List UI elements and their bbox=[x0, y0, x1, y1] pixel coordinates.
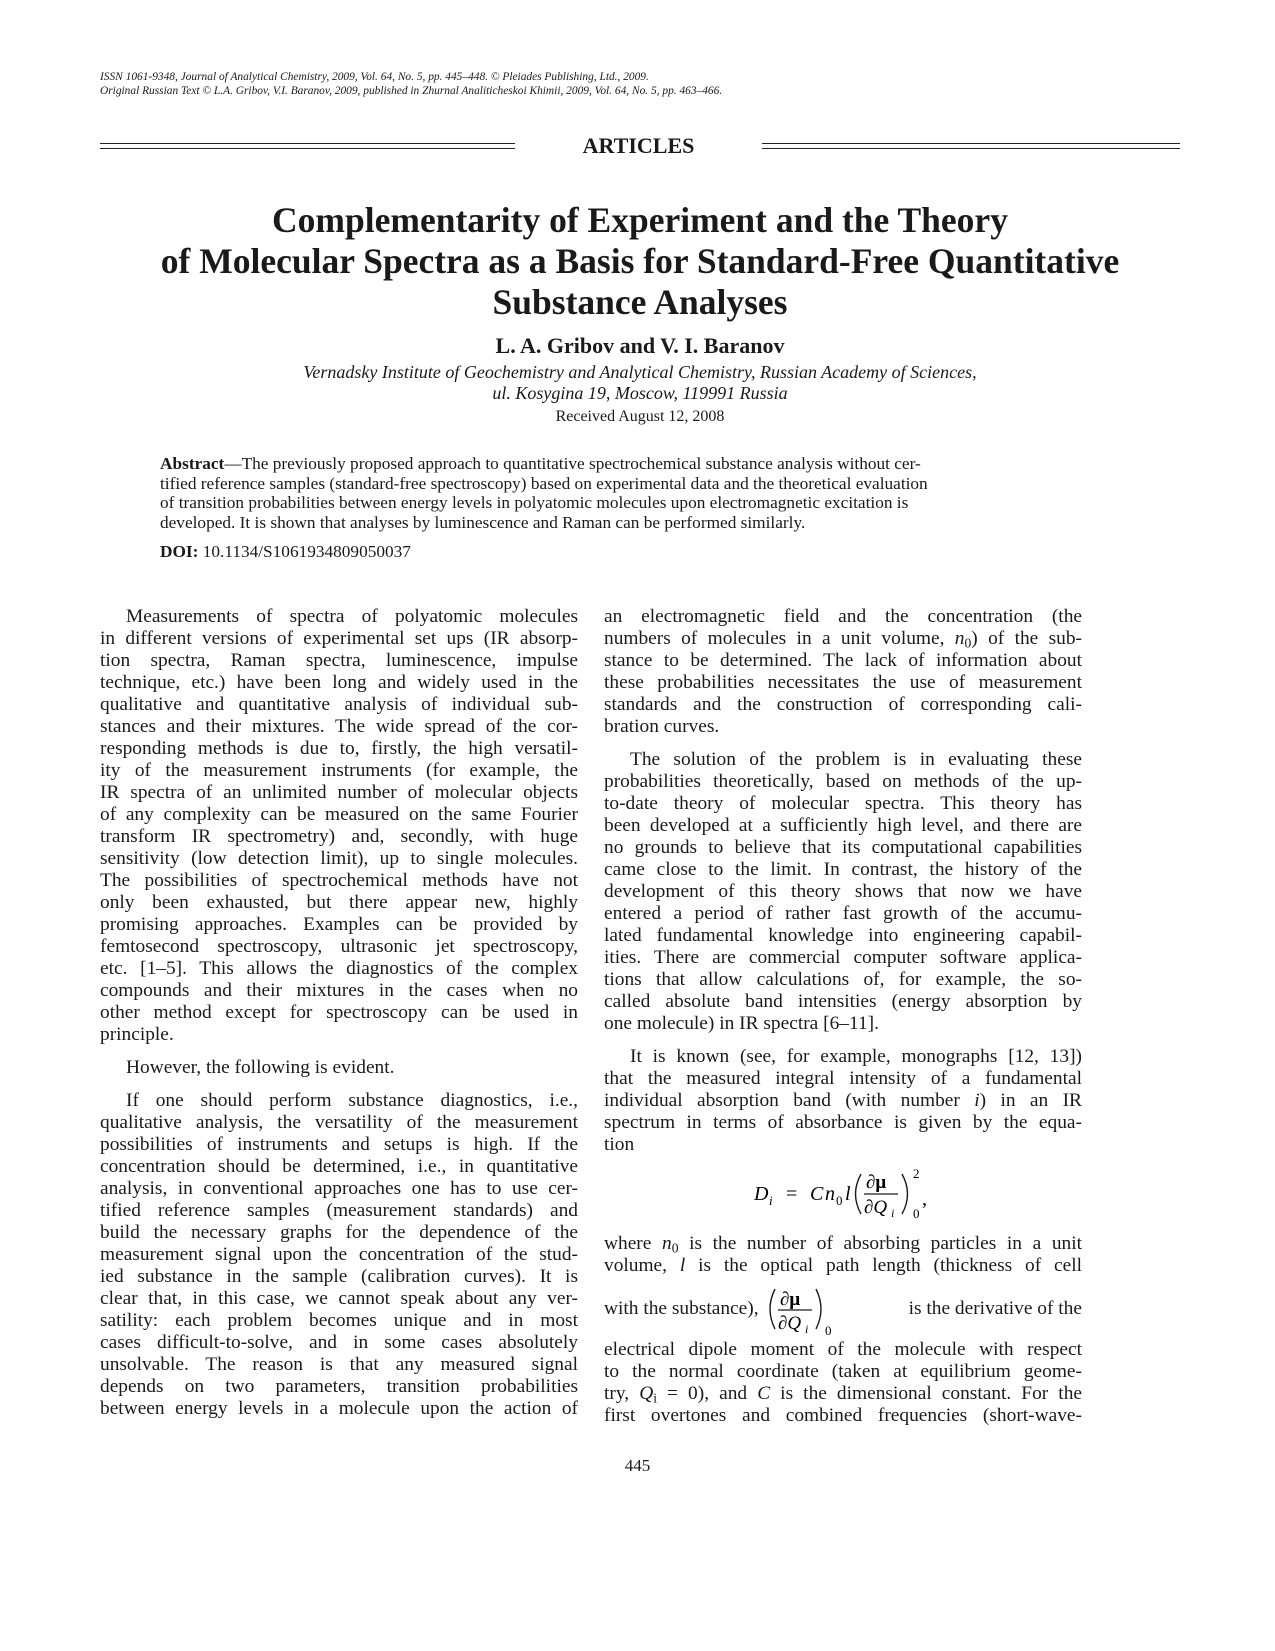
text-line: principle. bbox=[100, 1024, 174, 1045]
eq-paren-left bbox=[856, 1174, 862, 1214]
journal-line-2: Original Russian Text © L.A. Gribov, V.I. Baranov, 2009, published in Zhurnal Analiticheskoi Khimii, 2009, Vol. 64, No. 5, pp. 463–466. bbox=[100, 85, 723, 97]
text-line: satility: each problem becomes unique and in most bbox=[100, 1310, 578, 1331]
right-column bbox=[604, 606, 1082, 1438]
text-line: However, the following is evident. bbox=[126, 1057, 395, 1078]
article-title bbox=[100, 200, 1180, 323]
text-line: measurement signal upon the concentration of the stud- bbox=[100, 1244, 578, 1265]
section-label: ARTICLES bbox=[582, 133, 695, 158]
text-line: numbers of molecules in a unit volume, $n_0$) of the sub- bbox=[604, 628, 1082, 651]
section-rule-left bbox=[100, 143, 515, 149]
text-line: qualitative analysis, the versatility of the measurement bbox=[100, 1112, 578, 1133]
intensity-equation bbox=[604, 1158, 1082, 1222]
title-line: of Molecular Spectra as a Basis for Standard-Free Quantitative bbox=[160, 241, 1120, 281]
text-line: promising approaches. Examples can be provided by bbox=[100, 914, 578, 935]
text-line: one molecule) in IR spectra [6–11]. bbox=[604, 1013, 879, 1034]
eq-l: l bbox=[845, 1183, 851, 1205]
left-paragraph-2 bbox=[100, 1057, 578, 1079]
svg-text:∂Q: ∂Q bbox=[777, 1313, 801, 1334]
doi-label: DOI: bbox=[160, 542, 199, 561]
text-line: tified reference samples (measurement standards) and bbox=[100, 1200, 578, 1221]
abstract-line: tified reference samples (standard-free spectroscopy) based on experimental data and the theoretical evaluation bbox=[160, 473, 928, 493]
eq-den-sub: i bbox=[891, 1206, 895, 1220]
text-line: where $n_0$ is the number of absorbing particles in a unit bbox=[604, 1233, 1082, 1256]
abstract-line: developed. It is shown that analyses by luminescence and Raman can be performed similarly. bbox=[160, 512, 806, 532]
abstract-line: of transition probabilities between energy levels in polyatomic molecules upon electromagnetic excitation is bbox=[160, 493, 909, 512]
eq-outer-sub: 0 bbox=[913, 1206, 920, 1221]
text-line: these probabilities necessitates the use of measurement bbox=[604, 672, 1082, 693]
left-column bbox=[100, 606, 578, 1431]
text-fragment: is the derivative of the bbox=[908, 1298, 1082, 1319]
right-paragraph-2 bbox=[604, 749, 1082, 1035]
page-number: 445 bbox=[624, 1456, 651, 1475]
text-line: build the necessary graphs for the dependence of the bbox=[100, 1222, 578, 1243]
text-line: compounds and their mixtures in the cases when no bbox=[100, 980, 578, 1001]
eq-n-sub: 0 bbox=[836, 1193, 843, 1208]
affiliation-line: Vernadsky Institute of Geochemistry and Analytical Chemistry, Russian Academy of Sciences, bbox=[303, 362, 977, 382]
text-line: The solution of the problem is in evaluating these bbox=[630, 749, 1082, 770]
left-paragraph-3 bbox=[100, 1090, 578, 1420]
inline-derivative bbox=[765, 1279, 833, 1339]
text-line: The possibilities of spectrochemical methods have not bbox=[100, 870, 578, 891]
right-paragraph-4 bbox=[604, 1233, 1082, 1427]
text-line: ity of the measurement instruments (for example, the bbox=[100, 760, 578, 781]
text-line: clear that, in this case, we cannot speak about any ver- bbox=[100, 1288, 578, 1309]
text-line: possibilities of instruments and setups is high. If the bbox=[100, 1134, 578, 1155]
doi-link[interactable]: 10.1134/S1061934809050037 bbox=[202, 542, 411, 561]
title-line: Substance Analyses bbox=[492, 282, 788, 322]
text-line: probabilities theoretically, based on methods of the up- bbox=[604, 771, 1082, 792]
text-line: qualitative and quantitative analysis of individual sub- bbox=[100, 694, 578, 715]
affiliation bbox=[100, 362, 1180, 404]
text-line: between energy levels in a molecule upon the action of bbox=[100, 1398, 578, 1419]
eq-const: C bbox=[810, 1183, 824, 1205]
text-line: first overtones and combined frequencies (short-wave- bbox=[604, 1405, 1082, 1426]
text-line: cases difficult-to-solve, and in some cases absolutely bbox=[100, 1332, 578, 1353]
text-line: came close to the limit. In contrast, the history of the bbox=[604, 859, 1082, 880]
journal-info bbox=[100, 70, 1180, 98]
eq-lhs: D bbox=[754, 1183, 769, 1205]
svg-text:0: 0 bbox=[824, 1323, 832, 1338]
received-date: Received August 12, 2008 bbox=[555, 408, 725, 425]
text-line: stances and their mixtures. The wide spread of the cor- bbox=[100, 716, 578, 737]
text-line: tions that allow calculations of, for example, the so- bbox=[604, 969, 1082, 990]
text-line: unsolvable. The reason is that any measured signal bbox=[100, 1354, 578, 1375]
svg-text:i: i bbox=[804, 1322, 808, 1336]
text-line: in different versions of experimental set ups (IR absorp- bbox=[100, 628, 578, 649]
text-line: try, $Q_i = 0$), and C is the dimensional constant. For the bbox=[604, 1383, 1082, 1406]
text-line: an electromagnetic field and the concentration (the bbox=[604, 606, 1082, 627]
text-line: called absolute band intensities (energy absorption by bbox=[604, 991, 1082, 1012]
eq-denominator: ∂Q bbox=[864, 1197, 888, 1218]
left-paragraph-1 bbox=[100, 606, 578, 1046]
journal-line-1: ISSN 1061-9348, Journal of Analytical Chemistry, 2009, Vol. 64, No. 5, pp. 445–448. © Pleiades Publishing, Ltd., 2009. bbox=[100, 71, 649, 83]
text-line: that the measured integral intensity of a fundamental bbox=[604, 1068, 1082, 1089]
text-line: spectrum in terms of absorbance is given by the equa- bbox=[604, 1112, 1082, 1133]
text-line: responding methods is due to, firstly, the high versatil- bbox=[100, 738, 578, 759]
text-line: ied substance in the sample (calibration curves). It is bbox=[100, 1266, 578, 1287]
text-line: Measurements of spectra of polyatomic molecules bbox=[126, 606, 578, 627]
text-line: lated fundamental knowledge into engineering capabil- bbox=[604, 925, 1082, 946]
abstract-text: —The previously proposed approach to quantitative spectrochemical substance analysis without cer- bbox=[224, 454, 921, 473]
text-line: depends on two parameters, transition probabilities bbox=[100, 1376, 578, 1397]
text-line: other method except for spectroscopy can be used in bbox=[100, 1002, 578, 1023]
eq-n: n bbox=[825, 1183, 835, 1205]
eq-comma: , bbox=[922, 1188, 927, 1210]
authors: L. A. Gribov and V. I. Baranov bbox=[495, 333, 785, 358]
abstract bbox=[160, 454, 1090, 532]
text-line: femtosecond spectroscopy, ultrasonic jet spectroscopy, bbox=[100, 936, 578, 957]
text-line: It is known (see, for example, monographs [12, 13]) bbox=[630, 1046, 1082, 1067]
right-paragraph-3 bbox=[604, 1046, 1082, 1222]
section-rule-right bbox=[762, 143, 1180, 149]
eq-numerator: ∂μ bbox=[866, 1172, 887, 1193]
text-line: to the normal coordinate (taken at equilibrium geome- bbox=[604, 1361, 1082, 1382]
text-line: no grounds to believe that its computational capabilities bbox=[604, 837, 1082, 858]
text-line: to-date theory of molecular spectra. This theory has bbox=[604, 793, 1082, 814]
doi bbox=[160, 542, 411, 562]
text-line: sensitivity (low detection limit), up to single molecules. bbox=[100, 848, 578, 869]
text-line: analysis, in conventional approaches one has to use cer- bbox=[100, 1178, 578, 1199]
inline-derivative-line bbox=[604, 1279, 1082, 1339]
text-fragment: with the substance), bbox=[604, 1298, 759, 1319]
text-line: etc. [1–5]. This allows the diagnostics of the complex bbox=[100, 958, 578, 979]
text-line: individual absorption band (with number i) in an IR bbox=[604, 1090, 1082, 1111]
eq-equals: = bbox=[786, 1183, 798, 1205]
equation-svg bbox=[734, 1158, 994, 1222]
text-line: tion bbox=[604, 1134, 635, 1155]
eq-lhs-sub: i bbox=[769, 1193, 773, 1208]
affiliation-line: ul. Kosygina 19, Moscow, 119991 Russia bbox=[492, 383, 788, 403]
section-heading bbox=[100, 135, 1180, 161]
text-line: ities. There are commercial computer software applica- bbox=[604, 947, 1082, 968]
svg-text:∂μ: ∂μ bbox=[779, 1289, 800, 1310]
text-line: electrical dipole moment of the molecule with respect bbox=[604, 1339, 1082, 1360]
text-line: volume, l is the optical path length (thickness of cell bbox=[604, 1255, 1082, 1276]
eq-paren-right bbox=[902, 1174, 908, 1214]
text-line: standards and the construction of corresponding cali- bbox=[604, 694, 1082, 715]
text-line: IR spectra of an unlimited number of molecular objects bbox=[100, 782, 578, 803]
text-line: of any complexity can be measured on the same Fourier bbox=[100, 804, 578, 825]
text-line: tion spectra, Raman spectra, luminescence, impulse bbox=[100, 650, 578, 671]
abstract-line bbox=[160, 454, 1090, 474]
text-line: stance to be determined. The lack of information about bbox=[604, 650, 1082, 671]
eq-power: 2 bbox=[913, 1166, 920, 1181]
text-line: been developed at a sufficiently high level, and there are bbox=[604, 815, 1082, 836]
text-line: technique, etc.) have been long and widely used in the bbox=[100, 672, 578, 693]
title-line: Complementarity of Experiment and the Theory bbox=[272, 200, 1008, 240]
text-line: development of this theory shows that now we have bbox=[604, 881, 1082, 902]
text-line: entered a period of rather fast growth of the accumu- bbox=[604, 903, 1082, 924]
text-line: transform IR spectrometry) and, secondly, with huge bbox=[100, 826, 578, 847]
text-line: bration curves. bbox=[604, 716, 720, 737]
abstract-label: Abstract bbox=[160, 454, 225, 473]
text-line: If one should perform substance diagnostics, i.e., bbox=[126, 1090, 578, 1111]
right-paragraph-1 bbox=[604, 606, 1082, 738]
text-line: only been exhausted, but there appear new, highly bbox=[100, 892, 578, 913]
text-line: concentration should be determined, i.e., in quantitative bbox=[100, 1156, 578, 1177]
